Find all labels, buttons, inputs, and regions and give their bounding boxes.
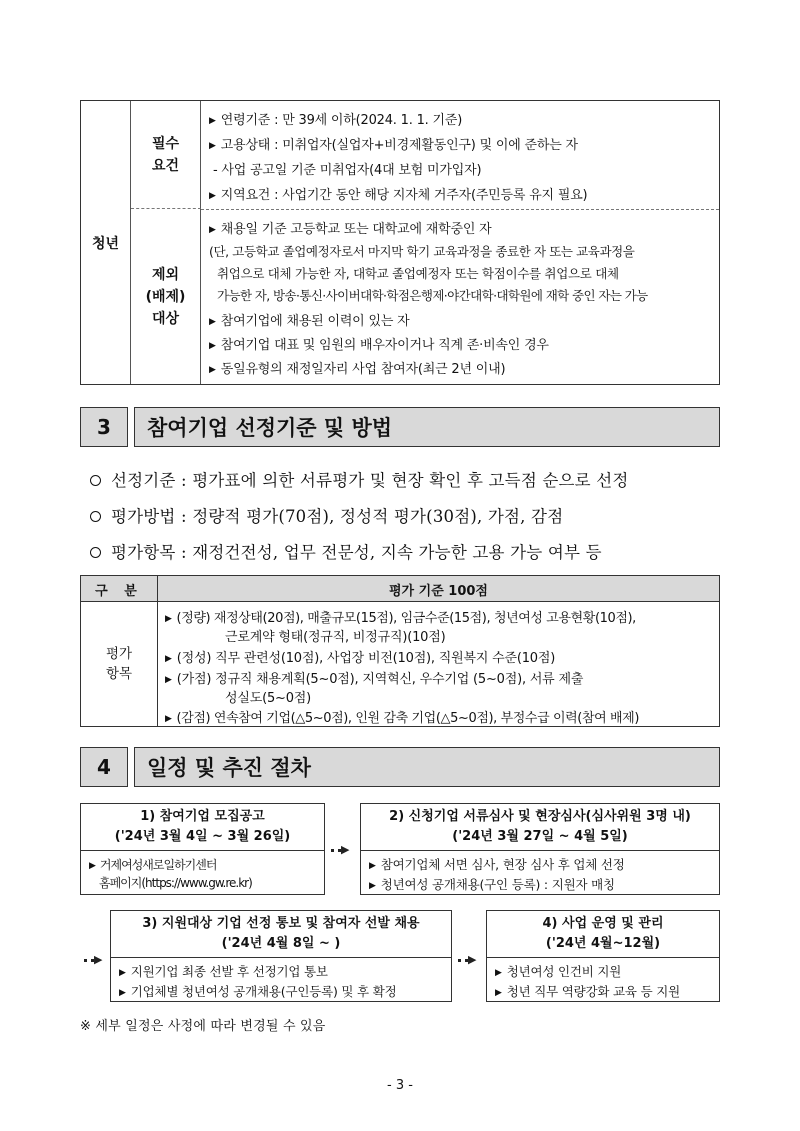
- triangle-bullet-icon: ▶: [209, 141, 216, 151]
- triangle-bullet-icon: ▶: [495, 988, 502, 998]
- triangle-bullet-icon: ▶: [119, 968, 126, 978]
- criteria-line: ▶ (정성) 직무 관련성(10점), 사업장 비전(10점), 직원복지 수준(10점): [165, 651, 556, 666]
- step-body: [487, 957, 719, 1001]
- triangle-bullet-icon: ▶: [209, 225, 216, 235]
- excluded-note-line: (단, 고등학교 졸업예정자로서 마지막 학기 교육과정을 종료한 자 또는 교육과정을: [209, 244, 635, 259]
- triangle-bullet-icon: ▶: [165, 614, 172, 624]
- triangle-bullet-icon: ▶: [209, 365, 216, 375]
- excluded-note-line: 취업으로 대체 가능한 자, 대학교 졸업예정자 또는 학점이수를 취업으로 대체: [217, 266, 619, 281]
- evaluation-method-bullet: 평가방법 : 정량적 평가(70점), 정성적 평가(30점), 가점, 감점: [90, 503, 563, 527]
- triangle-bullet-icon: ▶: [209, 116, 216, 126]
- page-number: - 3 -: [387, 1078, 413, 1093]
- step-body: [81, 850, 324, 894]
- triangle-bullet-icon: ▶: [369, 881, 376, 891]
- step-4-box: [486, 910, 720, 1002]
- triangle-bullet-icon: ▶: [165, 714, 172, 724]
- triangle-bullet-icon: ▶: [89, 861, 95, 871]
- youth-eligibility-table: [80, 100, 720, 385]
- step-1-box: [80, 803, 325, 895]
- step-header: 1) 참여기업 모집공고 ('24년 3월 4일 ~ 3월 26일): [81, 804, 324, 851]
- header-criteria: 평가 기준 100점: [389, 583, 488, 599]
- step-header: 2) 신청기업 서류심사 및 현장심사(심사위원 3명 내) ('24년 3월 27일 ~ 4월 5일): [361, 804, 719, 851]
- arrow-right-icon: ▶: [331, 843, 348, 856]
- section-number: 4: [80, 747, 128, 787]
- section-title: 일정 및 추진 절차: [134, 747, 720, 787]
- circle-bullet-icon: [90, 475, 101, 486]
- excluded-note-line: 가능한 자, 방송·통신·사이버대학·학점은행제·야간대학·대학원에 재학 중인 자는 가능: [217, 288, 648, 303]
- triangle-bullet-icon: ▶: [209, 191, 216, 201]
- required-item: ▶ 연령기준 : 만 39세 이하(2024. 1. 1. 기준): [209, 113, 463, 128]
- step-item: 홈페이지(https://www.gw.re.kr): [99, 876, 252, 890]
- row-label: 평가 항목: [81, 602, 158, 726]
- arrow-right-icon: ▶: [458, 953, 475, 966]
- criteria-line: 성실도(5~0점): [225, 691, 312, 706]
- excluded-item: ▶ 참여기업 대표 및 임원의 배우자이거나 직계 존·비속인 경우: [209, 338, 549, 353]
- section-4-header: [80, 747, 720, 787]
- criteria-line: ▶ (정량) 재정상태(20점), 매출규모(15점), 임금수준(15점), 청년여성 고용현황(10점),: [165, 611, 636, 626]
- selection-criteria-bullet: 선정기준 : 평가표에 의한 서류평가 및 현장 확인 후 고득점 순으로 선정: [90, 467, 629, 491]
- section-title: 참여기업 선정기준 및 방법: [134, 407, 720, 447]
- criteria-line: ▶ (가점) 정규직 채용계획(5~0점), 지역혁신, 우수기업 (5~0점), 서류 제출: [165, 672, 584, 687]
- step-item: ▶ 청년여성 인건비 지원: [495, 964, 622, 979]
- step-3-box: [110, 910, 452, 1002]
- arrow-right-icon: ▶: [84, 953, 101, 966]
- circle-bullet-icon: [90, 547, 101, 558]
- row-divider: [201, 209, 719, 210]
- required-item: ▶ 지역요건 : 사업기간 동안 해당 지자체 거주자(주민등록 유지 필요): [209, 188, 588, 203]
- category-cell: 청년: [81, 101, 131, 384]
- schedule-note: ※ 세부 일정은 사정에 따라 변경될 수 있음: [80, 1019, 326, 1034]
- triangle-bullet-icon: ▶: [165, 654, 172, 664]
- section-number: 3: [80, 407, 128, 447]
- triangle-bullet-icon: ▶: [495, 968, 502, 978]
- step-header: 3) 지원대상 기업 선정 통보 및 참여자 선발 채용 ('24년 4월 8일 ~ ): [111, 911, 451, 958]
- step-header: 4) 사업 운영 및 관리 ('24년 4월~12월): [487, 911, 719, 958]
- triangle-bullet-icon: ▶: [369, 861, 376, 871]
- step-item: ▶ 참여기업체 서면 심사, 현장 심사 후 업체 선정: [369, 857, 625, 872]
- criteria-line: 근로계약 형태(정규직, 비정규직)(10점): [225, 630, 446, 645]
- step-item: ▶ 거제여성새로일하기센터: [89, 858, 217, 872]
- excluded-item: ▶ 채용일 기준 고등학교 또는 대학교에 재학중인 자: [209, 222, 492, 237]
- excluded-item: ▶ 동일유형의 재정일자리 사업 참여자(최근 2년 이내): [209, 362, 506, 377]
- triangle-bullet-icon: ▶: [165, 675, 172, 685]
- step-body: [111, 957, 451, 1001]
- step-body: [361, 850, 719, 894]
- header-division: 구 분: [81, 576, 158, 602]
- step-item: ▶ 지원기업 최종 선발 후 선정기업 통보: [119, 964, 328, 979]
- required-subitem: - 사업 공고일 기준 미취업자(4대 보험 미가입자): [213, 163, 482, 178]
- criteria-line: ▶ (감점) 연속참여 기업(△5~0점), 인원 감축 기업(△5~0점), 부정수급 이력(참여 배제): [165, 711, 640, 726]
- step-item: ▶ 기업체별 청년여성 공개채용(구인등록) 및 후 확정: [119, 984, 397, 999]
- excluded-label: 제외 (배제) 대상: [131, 209, 201, 384]
- evaluation-table: [80, 575, 720, 727]
- triangle-bullet-icon: ▶: [119, 988, 126, 998]
- section-3-header: [80, 407, 720, 447]
- evaluation-items-bullet: 평가항목 : 재정건전성, 업무 전문성, 지속 가능한 고용 가능 여부 등: [90, 539, 602, 563]
- step-item: ▶ 청년여성 공개채용(구인 등록) : 지원자 매칭: [369, 877, 615, 892]
- triangle-bullet-icon: ▶: [209, 341, 216, 351]
- required-item: ▶ 고용상태 : 미취업자(실업자+비경제활동인구) 및 이에 준하는 자: [209, 138, 578, 153]
- excluded-item: ▶ 참여기업에 채용된 이력이 있는 자: [209, 314, 410, 329]
- required-label: 필수 요건: [131, 101, 201, 209]
- circle-bullet-icon: [90, 511, 101, 522]
- step-item: ▶ 청년 직무 역량강화 교육 등 지원: [495, 984, 680, 999]
- step-2-box: [360, 803, 720, 895]
- triangle-bullet-icon: ▶: [209, 317, 216, 327]
